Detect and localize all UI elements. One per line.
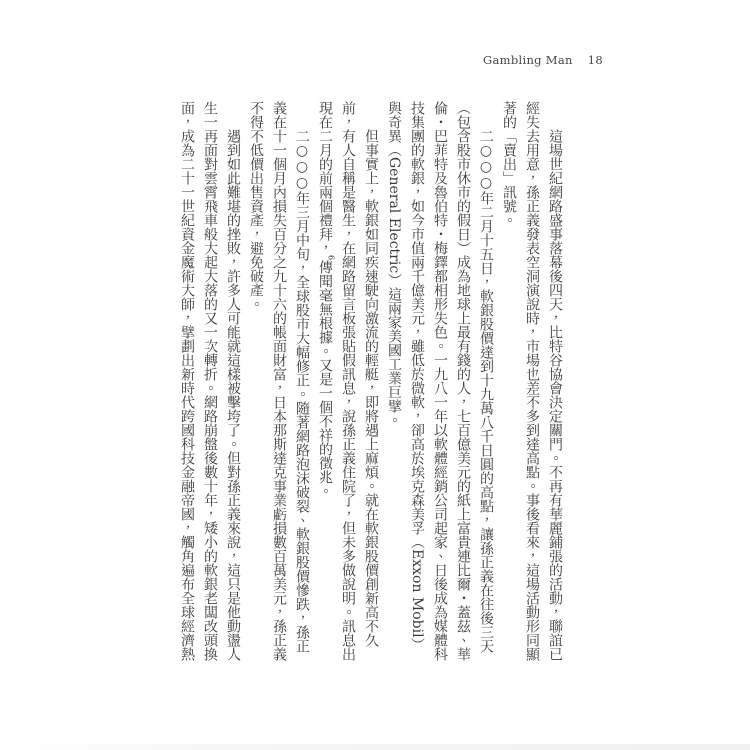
- running-head-book-title: Gambling Man: [483, 53, 573, 67]
- body-text-vertical: [175, 101, 566, 661]
- paragraph-1: 這場世紀網路盛事落幕後四天，比特谷協會決定關門。不再有華麗鋪張的活動，聯誼已經失去用意，孫正義發表空洞演說時，市場也差不多到達高點。事後看來，這場活動形同顯著的「賣出」訊號。: [501, 101, 563, 661]
- paragraph-3-text-after-note: 傳聞毫無根據。又是一個不祥的徵兆。: [317, 260, 333, 499]
- paragraph-3: [313, 101, 382, 661]
- paragraph-4: 二○○○年三月中旬，全球股市大幅修正。隨著網路泡沫破裂、軟銀股價慘跌，孫正義在十一個月內損失百分之九十六的帳面財富，日本那斯達克事業虧損數百萬美元，孫正義不得不低價出售資產，避免破產。: [248, 101, 310, 661]
- paragraph-3-text-before-note: 但事實上，軟銀如同疾速駛向激流的輕艇，即將遇上麻煩。就在軟銀股價創新高不久前，有人自稱是醫生，在網路留言板張貼假訊息，說孫正義住院了，但未多做說明。訊息出現在二月的前兩個禮拜，: [317, 101, 379, 661]
- paragraph-2: 二○○○年二月十五日，軟銀股價達到十九萬八千日圓的高點，讓孫正義在往後三天（包含股市休市的假日）成為地球上最有錢的人，七百億美元的紙上富貴連比爾・蓋茲、華倫・巴菲特及魯伯特・梅鐸都相形失色。一九八一年以軟體經銷公司起家、日後成為媒體科技集團的軟銀，如今市值兩千億美元，雖低於微軟，卻高於埃克森美孚（Exxon Mobil）與奇異（General Electric）這兩家美國工業巨擘。: [386, 101, 494, 661]
- page-bottom-edge-shadow: [0, 744, 750, 750]
- running-head: [483, 53, 603, 67]
- paragraph-5: 遇到如此難堪的挫敗，許多人可能就這樣被擊垮了。但對孫正義來說，這只是他動盪人生一再面對雲霄飛車般大起大落的又一次轉折。網路崩盤後數十年，矮小的軟銀老闆改頭換面，成為二十一世紀資金魔術大師，擘劃出新時代跨國科技金融帝國，觸角遍布全球經濟熱: [179, 101, 241, 661]
- footnote-marker-6: 6: [326, 255, 336, 261]
- running-head-page-number: 18: [587, 53, 603, 67]
